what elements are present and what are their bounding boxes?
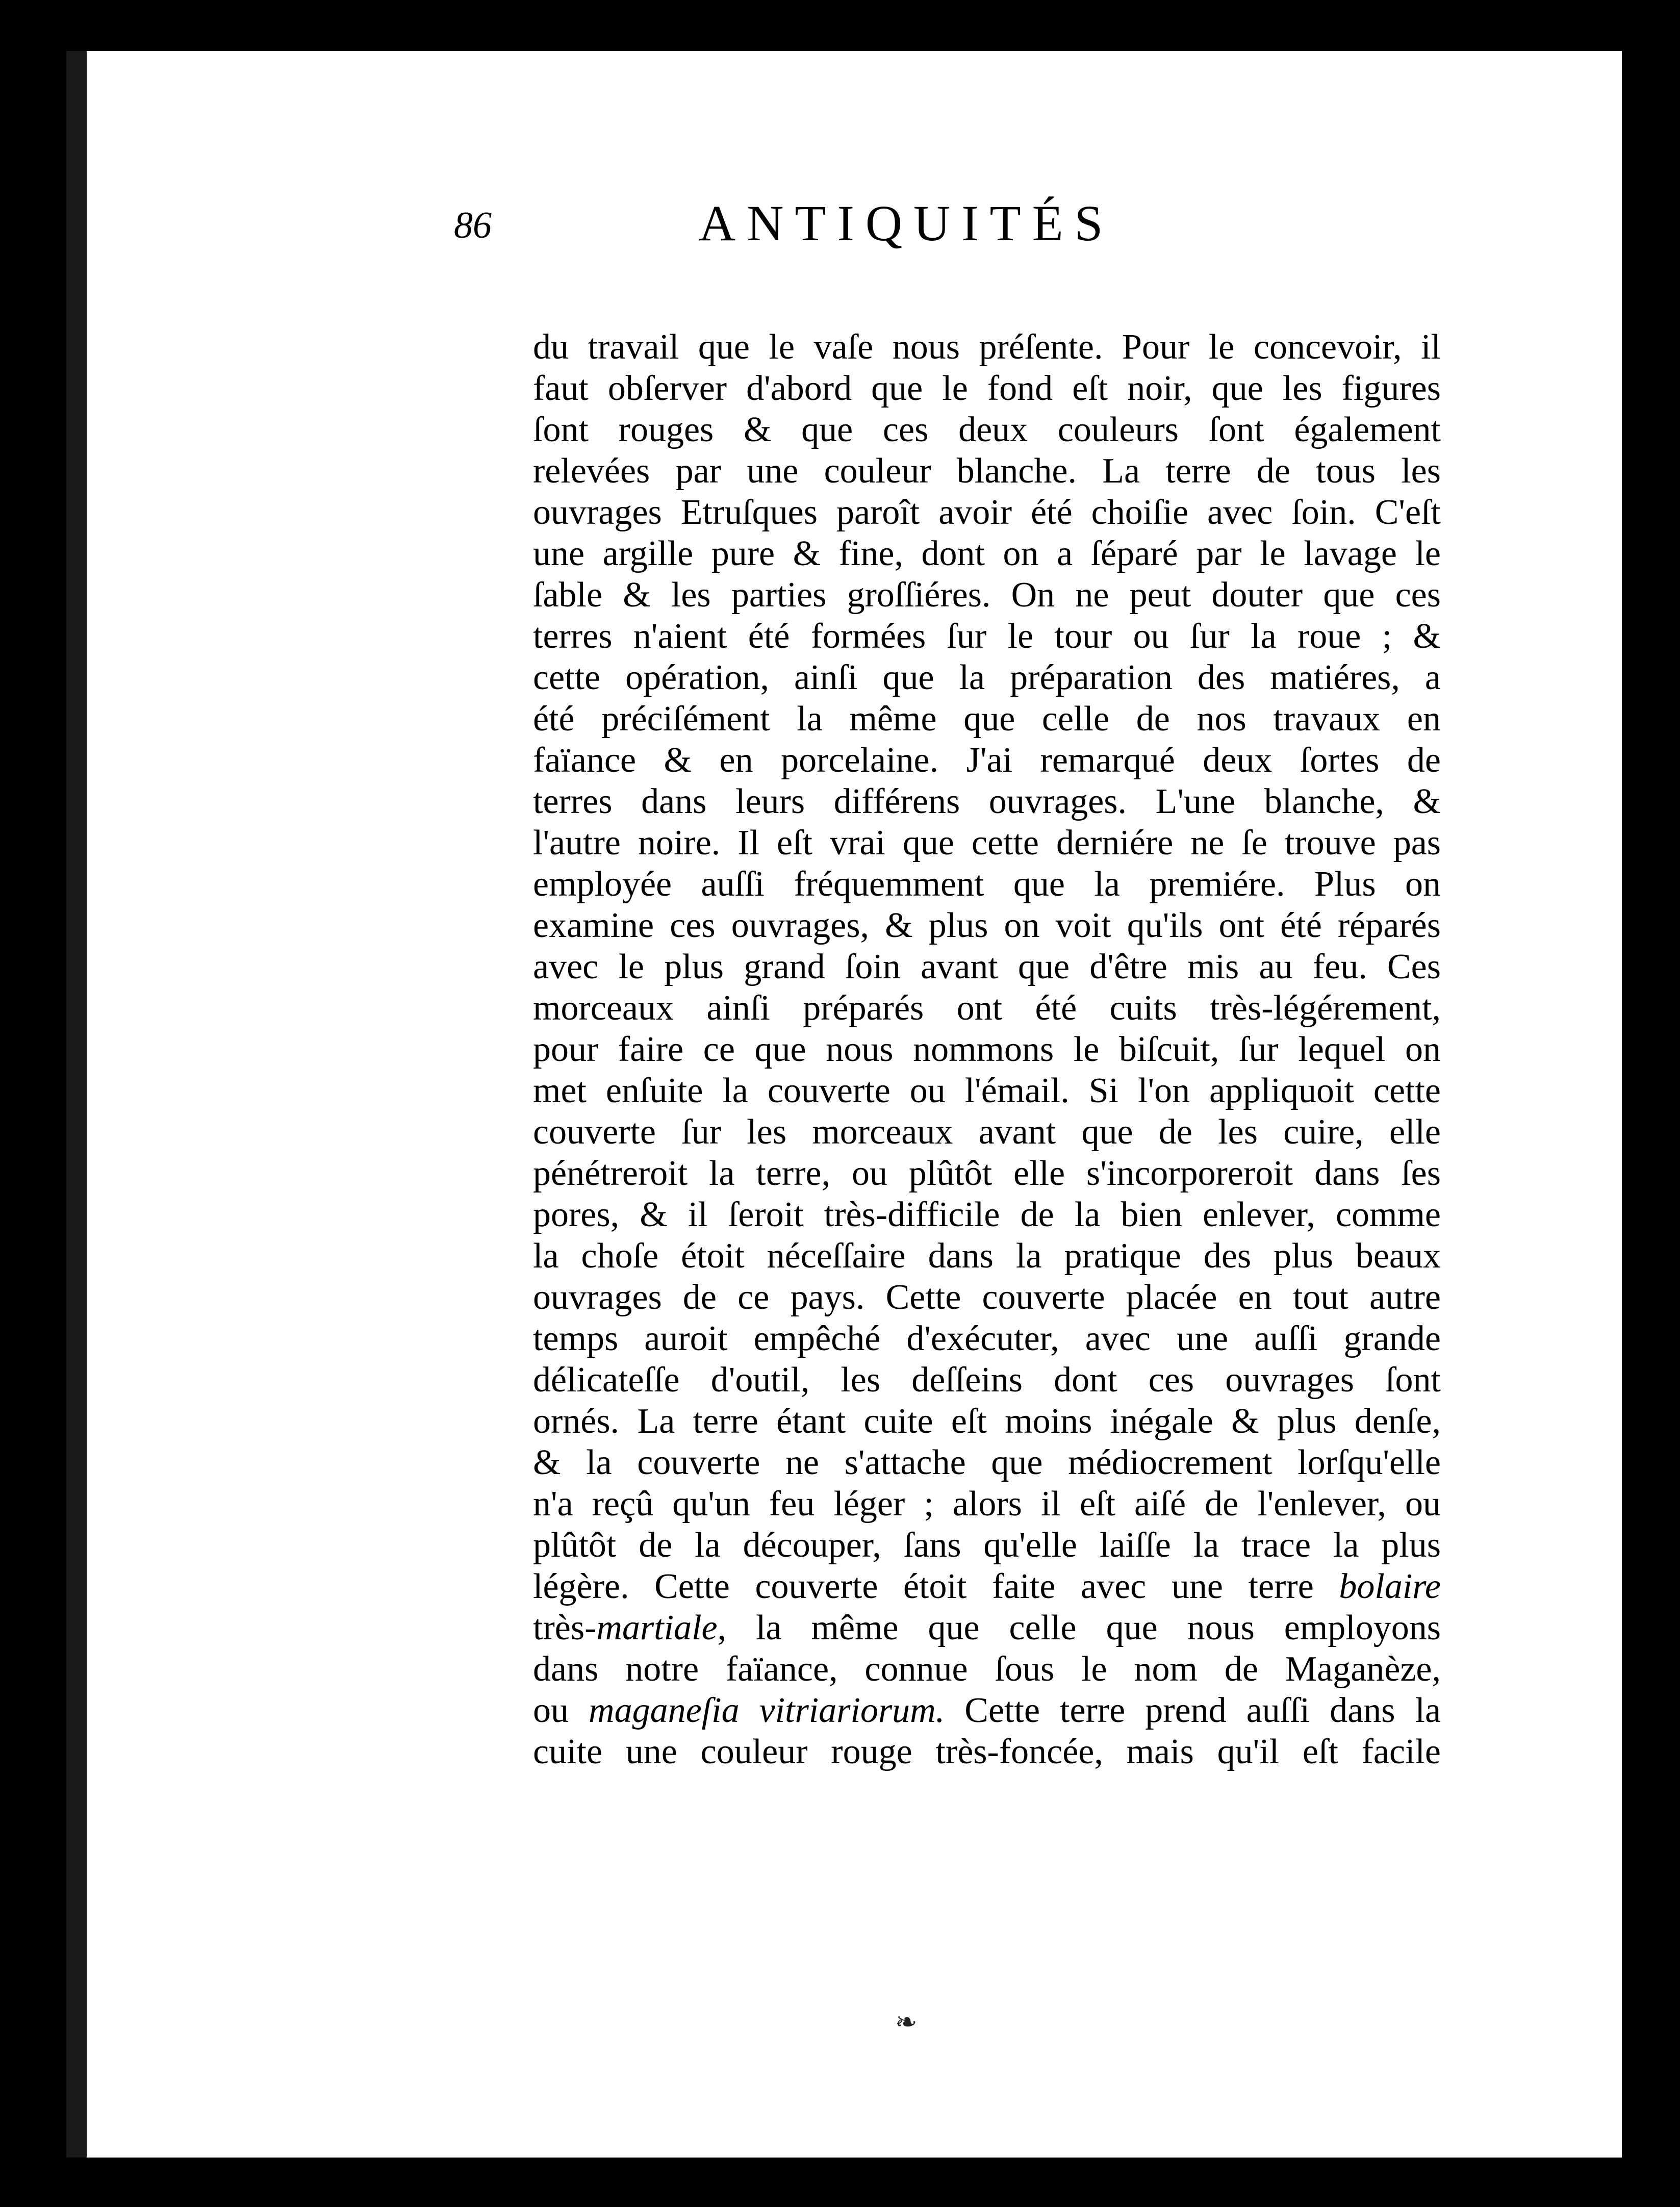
text-line: couverte ſur les morceaux avant que de les cuire, elle (533, 1112, 1441, 1152)
text-line: du travail que le vaſe nous préſente. Pour le concevoir, il (533, 327, 1441, 367)
running-head (454, 194, 1433, 275)
text-line: ſont rouges & que ces deux couleurs ſont également (533, 410, 1441, 449)
text-line: plûtôt de la découper, ſans qu'elle laiſſe la trace la plus (533, 1526, 1441, 1565)
text-line: relevées par une couleur blanche. La terre de tous les (533, 451, 1441, 491)
text-line: terres dans leurs différens ouvrages. L'une blanche, & (533, 782, 1441, 821)
italic-term: martiale (596, 1608, 718, 1647)
text-line: délicateſſe d'outil, les deſſeins dont ces ouvrages ſont (533, 1360, 1441, 1400)
text-line: faut obſerver d'abord que le fond eſt noir, que les figures (533, 369, 1441, 408)
text-line: avec le plus grand ſoin avant que d'être mis au feu. Ces (533, 947, 1441, 986)
text-line: temps auroit empêché d'exécuter, avec une auſſi grande (533, 1319, 1441, 1358)
text-line: met enſuite la couverte ou l'émail. Si l'on appliquoit cette (533, 1071, 1441, 1110)
text-line: employée auſſi fréquemment que la premiére. Plus on (533, 865, 1441, 904)
text-line: la choſe étoit néceſſaire dans la pratique des plus beaux (533, 1236, 1441, 1276)
text-line: examine ces ouvrages, & plus on voit qu'ils ont été réparés (533, 906, 1441, 945)
text-line: une argille pure & fine, dont on a ſéparé par le lavage le (533, 534, 1441, 573)
text-segment: Cette terre prend auſſi dans la (945, 1691, 1441, 1730)
text-line: ouvrages de ce pays. Cette couverte placée en tout autre (533, 1278, 1441, 1317)
text-line: ouvrages Etruſques paroît avoir été choiſie avec ſoin. C'eſt (533, 493, 1441, 532)
text-line: & la couverte ne s'attache que médiocrement lorſqu'elle (533, 1443, 1441, 1482)
text-segment: très- (533, 1608, 597, 1647)
text-line: pores, & il ſeroit très-difficile de la bien enlever, comme (533, 1195, 1441, 1234)
text-line (533, 1566, 1441, 1607)
body-text (533, 326, 1441, 1772)
text-line: terres n'aient été formées ſur le tour ou ſur la roue ; & (533, 617, 1441, 656)
text-segment: , la même que celle que nous employons (717, 1608, 1441, 1647)
text-line: l'autre noire. Il eſt vrai que cette derniére ne ſe trouve pas (533, 823, 1441, 862)
text-line: faïance & en porcelaine. J'ai remarqué deux ſortes de (533, 741, 1441, 780)
text-segment: légère. Cette couverte étoit faite avec une terre (533, 1567, 1339, 1606)
text-line: dans notre faïance, connue ſous le nom de Maganèze, (533, 1650, 1441, 1689)
text-line: ſable & les parties groſſiéres. On ne peut douter que ces (533, 575, 1441, 615)
footer-ornament-icon: ❧ (895, 2007, 918, 2038)
text-line: n'a reçû qu'un feu léger ; alors il eſt aiſé de l'enlever, ou (533, 1484, 1441, 1524)
text-line: ornés. La terre étant cuite eſt moins inégale & plus denſe, (533, 1402, 1441, 1441)
text-line: cuite une couleur rouge très-foncée, mais qu'il eſt facile (533, 1732, 1441, 1771)
text-line: pénétreroit la terre, ou plûtôt elle s'incorporeroit dans ſes (533, 1154, 1441, 1193)
text-segment: ou (533, 1691, 589, 1730)
italic-term: maganeſia vitriariorum. (589, 1691, 945, 1730)
running-title: ANTIQUITÉS (699, 195, 1114, 251)
text-line (533, 1607, 1441, 1648)
text-line: été préciſément la même que celle de nos travaux en (533, 699, 1441, 739)
text-line: morceaux ainſi préparés ont été cuits très-légérement, (533, 988, 1441, 1028)
text-line: pour faire ce que nous nommons le biſcuit, ſur lequel on (533, 1030, 1441, 1069)
italic-term: bolaire (1339, 1567, 1441, 1606)
page-number: 86 (454, 205, 492, 246)
text-line (533, 1690, 1441, 1731)
text-line: cette opération, ainſi que la préparation des matiéres, a (533, 658, 1441, 697)
